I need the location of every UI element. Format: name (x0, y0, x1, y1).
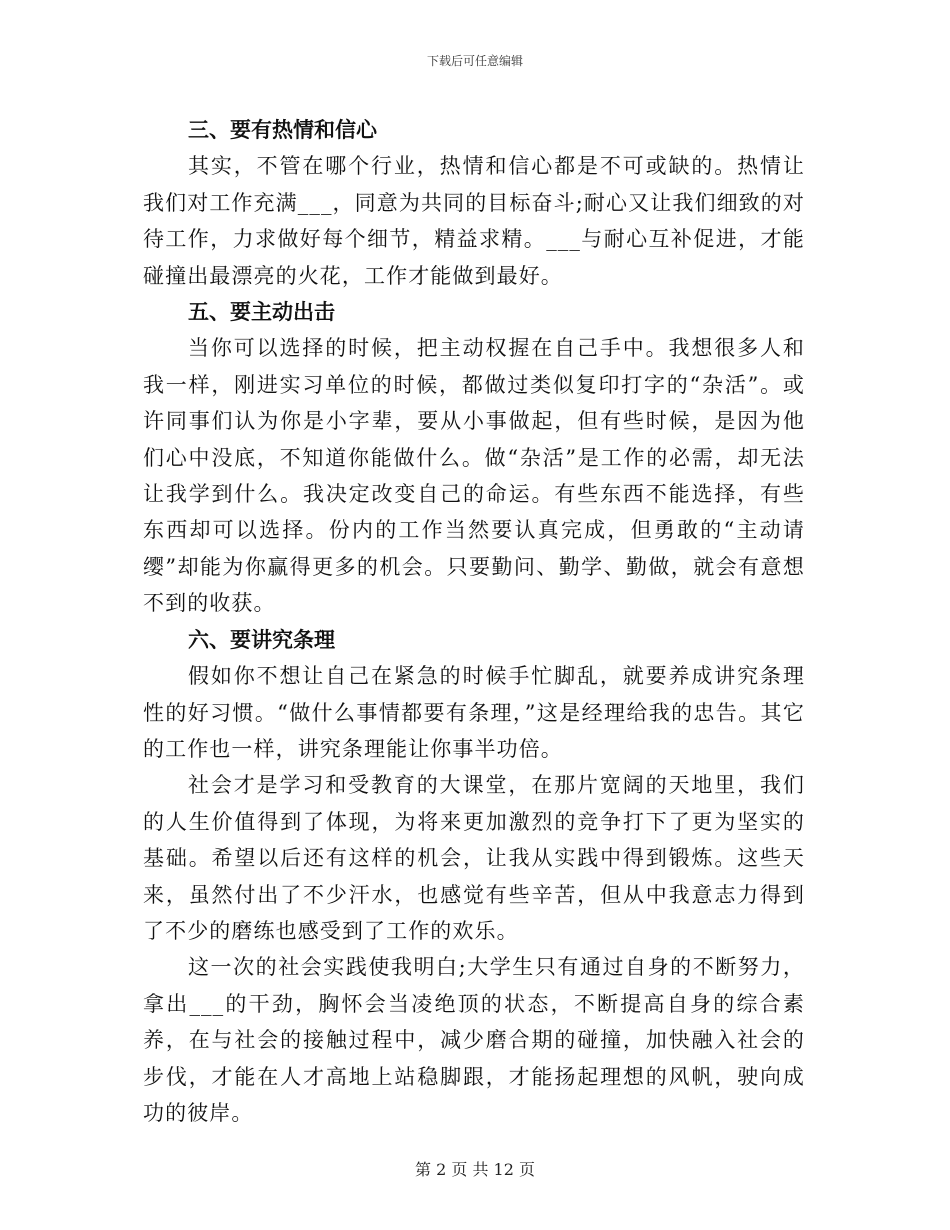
section-heading: 五、要主动出击 (188, 299, 335, 325)
header-note: 下载后可任意编辑 (426, 54, 523, 68)
section-heading: 六、要讲究条理 (188, 626, 335, 652)
paragraph: 假如你不想让自己在紧急的时候手忙脚乱，就要养成讲究条理性的好习惯。“做什么事情都要有条理，”这是经理给我的忠告。其它的工作也一样，讲究条理能让你事半功倍。 (143, 664, 805, 761)
page-number: 第 2 页 共 12 页 (415, 1160, 535, 1179)
paragraph: 社会才是学习和受教育的大课堂，在那片宽阔的天地里，我们的人生价值得到了体现，为将来更加激烈的竞争打下了更为坚实的基础。希望以后还有这样的机会，让我从实践中得到锻炼。这些天来，虽然付出了不少汗水，也感觉有些辛苦，但从中我意志力得到了不少的磨练也感受到了工作的欢乐。 (143, 773, 805, 943)
section-heading: 三、要有热情和信心 (188, 117, 377, 142)
paragraph: 当你可以选择的时候，把主动权握在自己手中。我想很多人和我一样，刚进实习单位的时候，都做过类似复印打字的“杂活”。或许同事们认为你是小字辈，要从小事做起，但有些时候，是因为他们心中没底，不知道你能做什么。做“杂活”是工作的必需，却无法让我学到什么。我决定改变自己的命运。有些东西不能选择，有些东西却可以选择。份内的工作当然要认真完成，但勇敢的“主动请缨”却能为你赢得更多的机会。只要勤问、勤学、勤做，就会有意想不到的收获。 (143, 336, 805, 616)
paragraph: 这一次的社会实践使我明白;大学生只有通过自身的不断努力，拿出___的干劲，胸怀会当凌绝顶的状态，不断提高自身的综合素养，在与社会的接触过程中，减少磨合期的碰撞，加快融入社会的步伐，才能在人才高地上站稳脚跟，才能扬起理想的风帆，驶向成功的彼岸。 (143, 955, 805, 1125)
document-body (143, 112, 805, 1131)
paragraph: 其实，不管在哪个行业，热情和信心都是不可或缺的。热情让我们对工作充满___，同意为共同的目标奋斗;耐心又让我们细致的对待工作，力求做好每个细节，精益求精。___与耐心互补促进，才能碰撞出最漂亮的火花，工作才能做到最好。 (143, 154, 805, 288)
